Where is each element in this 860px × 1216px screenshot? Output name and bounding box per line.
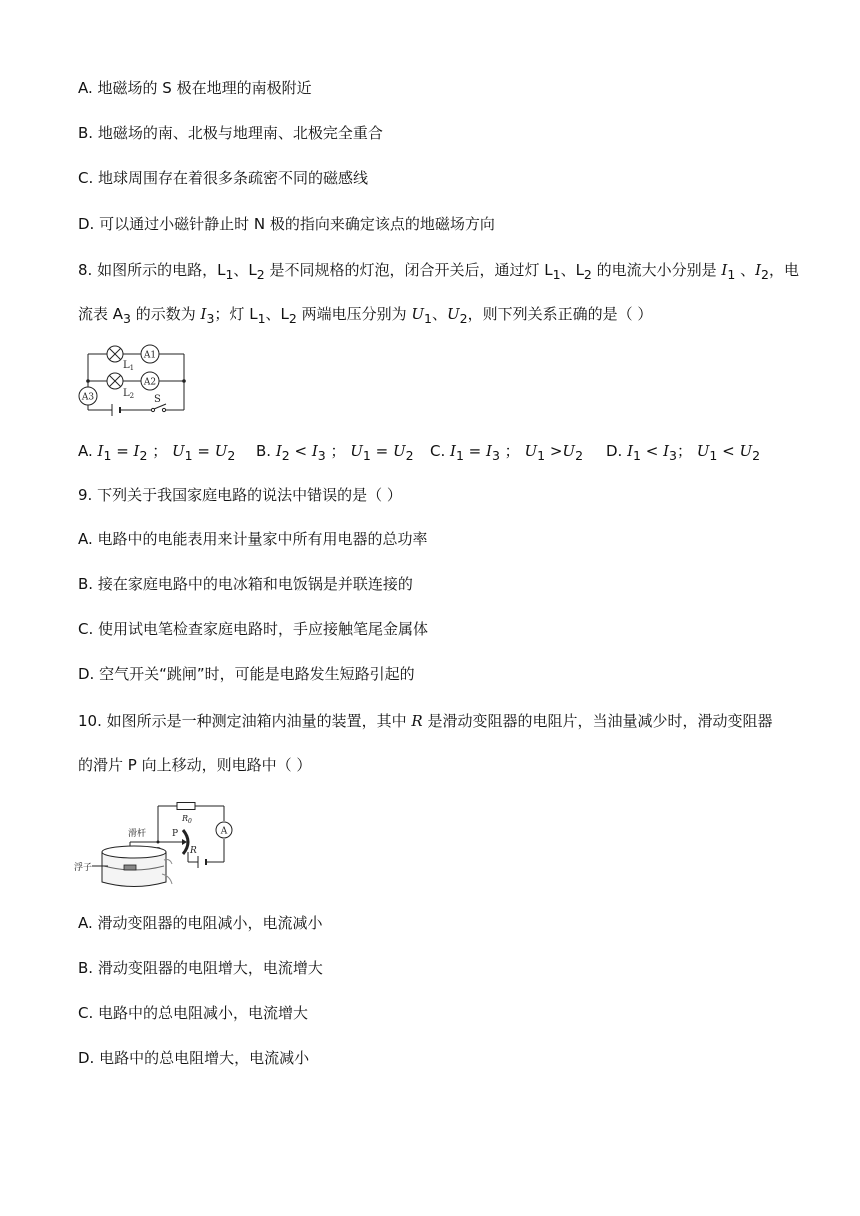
q10-option-a: A. 滑动变阻器的电阻减小，电流减小 — [78, 914, 323, 932]
lamp-l2-icon — [107, 373, 123, 389]
q8-circuit-diagram — [74, 340, 190, 416]
resistor-r0-label: $R_0$ — [182, 814, 192, 825]
q9-stem: 9. 下列关于我国家庭电路的说法中错误的是（ ） — [78, 486, 402, 504]
q10-option-c: C. 电路中的总电阻减小，电流增大 — [78, 1004, 309, 1022]
q8-stem-line2: 流表 $A_3$ 的示数为 $I_3$；灯 $L_1$、$L_2$ 两端电压分别为 $U_1$、$U_2$，则下列关系正确的是（ ） — [78, 305, 653, 326]
q7-option-d: D. 可以通过小磁针静止时 N 极的指向来确定该点的地磁场方向 — [78, 215, 495, 233]
ammeter-a2-label: A2 — [143, 377, 157, 388]
q8-option-a: A. $I_1 = I_2$ ； $U_1 = U_2$ — [78, 442, 236, 463]
slider-p-label: P — [172, 829, 179, 839]
junction-dot — [86, 379, 90, 383]
battery-icon — [112, 404, 120, 416]
q8-option-c: C. $I_1 = I_3$ ； $U_1 >U_2$ — [430, 442, 584, 463]
rheostat-r-label: R — [190, 846, 197, 856]
q9-option-d: D. 空气开关“跳闸”时，可能是电路发生短路引起的 — [78, 665, 415, 683]
lamp-l1-label: $L_1$ — [123, 360, 135, 372]
ammeter-label: A — [220, 826, 228, 837]
ammeter-a3-label: A3 — [81, 392, 95, 403]
ammeter-a1-label: A1 — [143, 350, 157, 361]
lamp-l1-icon — [107, 346, 123, 362]
battery-icon — [198, 856, 206, 868]
switch-label: S — [154, 394, 161, 405]
resistor-r0-icon — [177, 803, 195, 810]
junction-dot — [182, 379, 186, 383]
q9-option-b: B. 接在家庭电路中的电冰箱和电饭锅是并联连接的 — [78, 575, 413, 593]
slider-rod-label: 滑杆 — [128, 829, 147, 839]
q7-option-a: A. 地磁场的 S 极在地理的南极附近 — [78, 79, 312, 97]
q7-option-b: B. 地磁场的南、北极与地理南、北极完全重合 — [78, 124, 383, 142]
slider-arrow-icon — [182, 839, 187, 845]
q7-option-c: C. 地球周围存在着很多条疏密不同的磁感线 — [78, 169, 369, 187]
q10-option-d: D. 电路中的总电阻增大，电流减小 — [78, 1049, 310, 1067]
float-label: 浮子 — [74, 863, 93, 873]
q9-option-a: A. 电路中的电能表用来计量家中所有用电器的总功率 — [78, 530, 428, 548]
ammeter-a2-icon — [141, 372, 159, 390]
q10-oil-gauge-diagram — [74, 790, 254, 896]
q10-option-b: B. 滑动变阻器的电阻增大，电流增大 — [78, 959, 323, 977]
q10-stem-line2: 的滑片 P 向上移动，则电路中（ ） — [78, 756, 312, 774]
q8-option-d: D. $I_1 < I_3$； $U_1 < U_2$ — [606, 442, 761, 463]
ammeter-icon — [216, 822, 232, 838]
oil-tank-icon — [102, 846, 172, 887]
q8-options — [78, 440, 778, 462]
ammeter-a3-icon — [79, 387, 97, 405]
q10-stem-line1: 10. 如图所示是一种测定油箱内油量的装置，其中 R 是滑动变阻器的电阻片，当油量减少时，滑动变阻器 — [78, 712, 773, 730]
q8-option-b: B. $I_2 < I_3$ ； $U_1 = U_2$ — [256, 442, 414, 463]
lamp-l2-label: $L_2$ — [123, 388, 135, 400]
q8-stem-line1: 8. 如图所示的电路，$L_1$、$L_2$ 是不同规格的灯泡，闭合开关后，通过灯 $L_1$、$L_2$ 的电流大小分别是 $I_1$ 、$I_2$，电 — [78, 261, 799, 282]
q9-option-c: C. 使用试电笔检查家庭电路时，手应接触笔尾金属体 — [78, 620, 429, 638]
pivot-dot — [157, 841, 160, 844]
ammeter-a1-icon — [141, 345, 159, 363]
switch-icon — [151, 404, 166, 412]
float-icon — [124, 865, 136, 870]
